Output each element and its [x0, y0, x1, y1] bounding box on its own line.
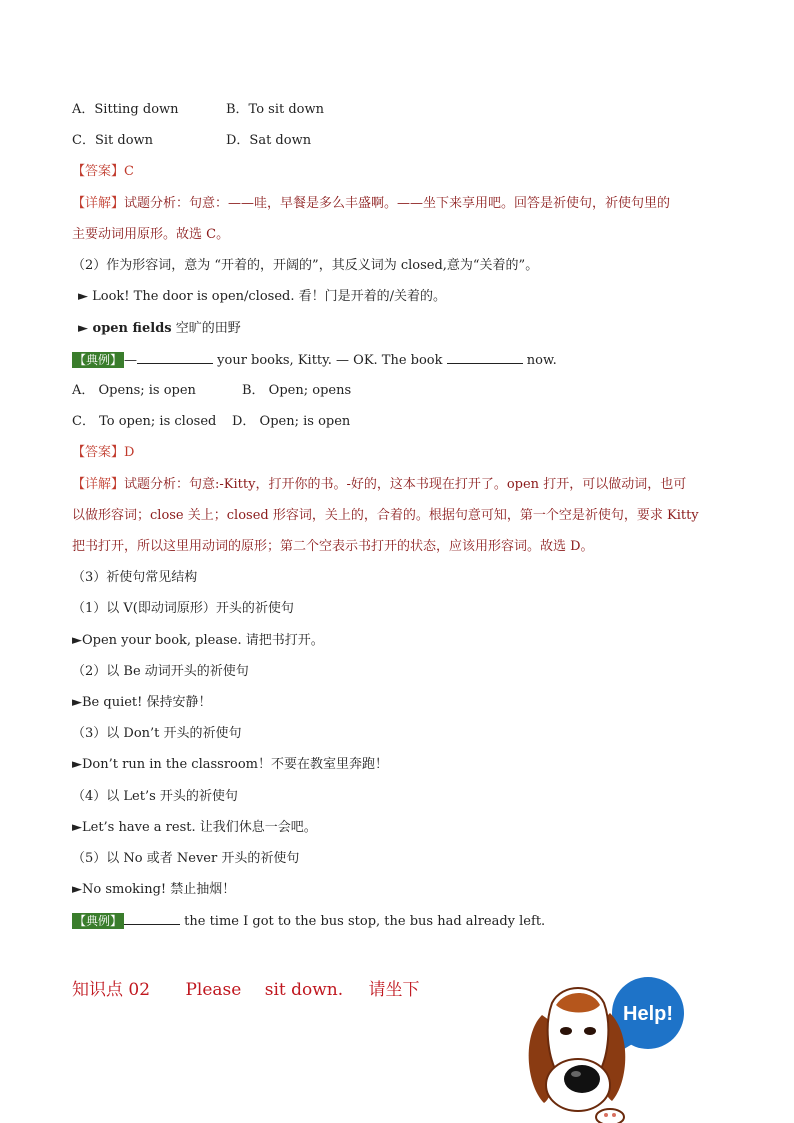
q2-options-row-1	[72, 382, 351, 400]
q2-options-row-2	[72, 413, 350, 431]
example-2: ►Be quiet! 保持安静！	[72, 695, 212, 710]
structure-1: （1）以 V(即动词原形）开头的祈使句	[72, 601, 294, 616]
example-translation: 空旷的田野	[171, 321, 241, 336]
note2-example-2	[78, 320, 241, 338]
option-a: A．Sitting down	[72, 102, 179, 117]
dog-cartoon-icon	[522, 975, 692, 1123]
example-tag: 【典例】	[74, 353, 123, 367]
example-3: ►Don’t run in the classroom！不要在教室里奔跑！	[72, 757, 389, 772]
section-phrase-2: sit down.	[264, 980, 344, 1000]
q1-detail-line-2: 主要动词用原形。故选 C。	[72, 227, 230, 242]
blank-2	[447, 351, 523, 364]
q1-options-row-1	[72, 101, 324, 119]
example-tag: 【典例】	[74, 914, 123, 928]
blank-1	[137, 351, 213, 364]
help-text: Help!	[623, 1003, 673, 1025]
example-4: ►Let’s have a rest. 让我们休息一会吧。	[72, 820, 317, 835]
q3-stem	[72, 912, 545, 931]
example-1: ►Open your book, please. 请把书打开。	[72, 633, 324, 648]
answer-value: D	[124, 445, 135, 460]
section-phrase-cn: 请坐下	[368, 980, 420, 1000]
structure-5: （5）以 No 或者 Never 开头的祈使句	[72, 851, 300, 866]
option-c: C．Sit down	[72, 133, 154, 148]
stem-end: now.	[522, 353, 557, 368]
option-b: B．To sit down	[226, 102, 325, 117]
q2-answer	[72, 444, 134, 462]
option-d: D．Sat down	[226, 133, 312, 148]
option-b: B． Open; opens	[242, 383, 352, 398]
note2-example-1: ► Look! The door is open/closed. 看！门是开着的/关着的。	[78, 289, 446, 304]
q2-detail-line-1	[72, 476, 686, 494]
q1-detail-line-1	[72, 195, 670, 213]
blank-1	[124, 912, 180, 925]
section-heading	[72, 975, 450, 1000]
structure-2: （2）以 Be 动词开头的祈使句	[72, 664, 249, 679]
detail-text: 试题分析：句意:-Kitty，打开你的书。-好的，这本书现在打开了。open 打开，可以做动词，也可	[124, 477, 687, 492]
example-5: ►No smoking! 禁止抽烟！	[72, 882, 236, 897]
detail-tag: 【详解】	[72, 196, 125, 211]
note2-intro: （2）作为形容词，意为 “开着的，开阔的”，其反义词为 closed,意为“关着的”。	[72, 258, 539, 273]
q2-detail-line-2: 以做形容词；close 关上；closed 形容词，关上的，合着的。根据句意可知，第一个空是祈使句，要求 Kitty	[72, 508, 699, 523]
example-bold-phrase: ► open fields	[78, 321, 172, 336]
structure-3: （3）以 Don’t 开头的祈使句	[72, 726, 242, 741]
stem-middle: your books, Kitty. — OK. The book	[213, 353, 447, 368]
option-d: D． Open; is open	[232, 414, 351, 429]
answer-tag: 【答案】	[72, 445, 125, 460]
detail-tag: 【详解】	[72, 477, 125, 492]
q1-options-row-2	[72, 132, 311, 150]
dog-figure	[529, 988, 626, 1123]
option-a: A． Opens; is open	[72, 383, 196, 398]
option-c: C． To open; is closed	[72, 414, 217, 429]
stem-text: the time I got to the bus stop, the bus had already left.	[180, 914, 546, 929]
q2-detail-line-3: 把书打开，所以这里用动词的原形；第二个空表示书打开的状态，应该用形容词。故选 D。	[72, 539, 594, 554]
stem-dash: —	[124, 353, 138, 368]
structure-4: （4）以 Let’s 开头的祈使句	[72, 789, 238, 804]
note3-title: （3）祈使句常见结构	[72, 570, 198, 585]
section-phrase-1: Please	[185, 980, 242, 1000]
answer-tag: 【答案】	[72, 164, 125, 179]
section-number: 知识点 02	[72, 980, 151, 1000]
q2-stem	[72, 351, 557, 370]
detail-text: 试题分析：句意：——哇，早餐是多么丰盛啊。——坐下来享用吧。回答是祈使句，祈使句里的	[124, 196, 671, 211]
answer-value: C	[124, 164, 134, 179]
q1-answer	[72, 163, 134, 181]
